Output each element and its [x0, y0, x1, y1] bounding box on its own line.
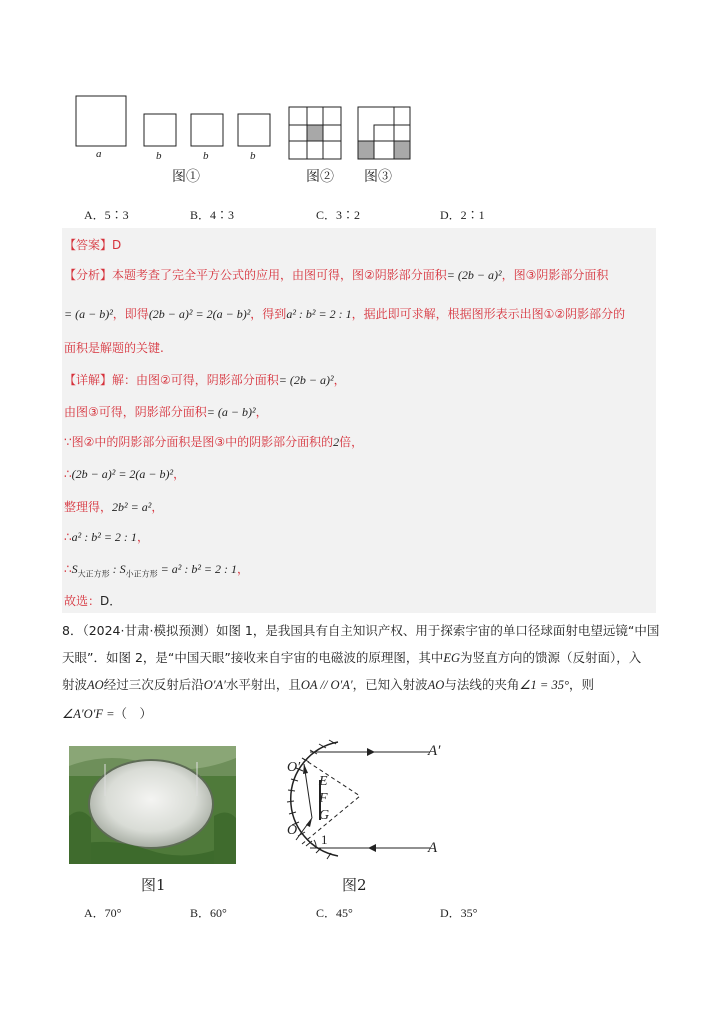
answer-line: 【答案】D [64, 238, 122, 252]
analysis-text-2a: ，即得 [112, 307, 149, 321]
label-o: O [287, 823, 298, 838]
label-a-prime: A′ [428, 743, 441, 759]
caption-q8-fig2: 图2 [342, 876, 367, 894]
q8-text-3f: ，则 [568, 677, 594, 692]
detail-text-5: 整理得， [64, 500, 113, 514]
detail-math-5: 2b² = a² [112, 500, 152, 514]
detail-line-3 [64, 433, 363, 450]
detail-line-4 [64, 465, 185, 482]
figure-3 [358, 107, 410, 159]
q7-option-d[interactable]: D．2∶1 [440, 208, 485, 222]
caption-fig3: 图③ [364, 169, 392, 185]
caption-fig2: 图② [306, 169, 334, 185]
q8-math-ao-2: AO [427, 678, 445, 692]
analysis-text-2b: ，得到 [250, 307, 287, 321]
caption-fig1: 图① [172, 169, 200, 185]
analysis-line-3: 面积是解题的关键. [64, 341, 164, 355]
square-b-1 [144, 114, 176, 146]
analysis-text-1a: 【分析】本题考查了完全平方公式的应用，由图可得，图②阴影部分面积 [64, 268, 447, 282]
q8-math-parallel: OA // O′A′ [300, 678, 353, 692]
analysis-line-1 [64, 266, 608, 283]
detail-text-3a: ∵图②中的阴影部分面积是图③中的阴影部分面积的 [64, 435, 334, 449]
label-a: a [96, 148, 102, 160]
analysis-text-2c: ，据此即可求解，根据图形表示出图①②阴影部分的 [351, 307, 626, 321]
detail-line-5 [64, 498, 163, 515]
analysis-math-2a: = (a − b)² [64, 307, 113, 321]
q8-option-b[interactable]: B．60° [190, 906, 227, 920]
detail-line-7 [64, 560, 249, 579]
detail-math-2: = (a − b)² [206, 405, 256, 419]
label-angle-1: 1 [321, 832, 328, 847]
detail-end-5: ， [151, 500, 164, 514]
fast-telescope-photo [69, 746, 236, 864]
therefore-symbol-7: ∴ [64, 562, 72, 576]
analysis-math-1: = (2b − a)² [446, 268, 502, 282]
detail-math-3: 2 [333, 435, 340, 449]
detail-math-1: = (2b − a)² [278, 373, 334, 387]
q8-text-3a: 射波 [62, 677, 88, 692]
analysis-line-2 [64, 305, 625, 322]
detail-math-7: = a² : b² = 2 : 1 [157, 562, 238, 576]
q7-option-b[interactable]: B．4∶3 [190, 208, 235, 222]
q8-text-3d: ，已知入射波 [352, 677, 428, 692]
label-e: E [319, 774, 328, 789]
label-b-1: b [156, 150, 162, 162]
q8-option-a[interactable]: A．70° [84, 906, 122, 920]
q8-math-question-angle: ∠A′O′F = [62, 707, 115, 721]
q8-text-2a: 天眼”．如图 2，是“中国天眼”接收来自宇宙的电磁波的原理图，其中 [62, 650, 444, 665]
detail-end-7: ， [237, 562, 250, 576]
q8-text-3c: 水平射出，且 [225, 677, 301, 692]
figure-2 [289, 107, 341, 159]
detail-math-6: a² : b² = 2 : 1 [71, 530, 137, 544]
q8-blank: （ ） [114, 706, 153, 721]
final-text: 故选： [64, 594, 101, 608]
q7-option-c[interactable]: C．3∶2 [316, 208, 361, 222]
detail-line-6 [64, 528, 149, 545]
square-b-2 [191, 114, 223, 146]
final-choice: D [100, 594, 110, 608]
caption-q8-fig1: 图1 [141, 876, 166, 894]
q7-option-a[interactable]: A．5∶3 [84, 208, 129, 222]
q8-text-3e: 与法线的夹角 [444, 677, 520, 692]
detail-end-6: ， [136, 530, 149, 544]
answer-panel [62, 228, 656, 613]
q8-option-c[interactable]: C．45° [316, 906, 353, 920]
q8-text-2b: 为竖直方向的馈源（反射面），入 [460, 650, 642, 665]
label-a-point: A [428, 840, 438, 856]
q8-math-angle1: ∠1 = 35° [519, 678, 569, 692]
detail-end-1: ， [333, 373, 346, 387]
label-b-2: b [203, 150, 209, 162]
therefore-symbol-4: ∴ [64, 467, 72, 481]
q8-line-2 [62, 644, 641, 672]
analysis-math-2c: a² : b² = 2 : 1 [286, 307, 352, 321]
detail-line-1 [64, 371, 346, 388]
q8-math-oa-prime: O′A′ [203, 678, 226, 692]
square-b-3 [238, 114, 270, 146]
q8-math-eg: EG [443, 651, 461, 665]
therefore-symbol-6: ∴ [64, 530, 72, 544]
label-o-prime: O′ [287, 760, 301, 775]
square-a [76, 96, 126, 146]
subscript-big-square: 大正方形 [77, 569, 110, 579]
q8-line-3 [62, 671, 594, 699]
analysis-text-1b: ，图③阴影部分面积 [501, 268, 609, 282]
final-end: ． [109, 594, 122, 608]
detail-end-2: ， [255, 405, 268, 419]
analysis-math-2b: (2b − a)² = 2(a − b)² [148, 307, 251, 321]
final-answer-line [64, 592, 121, 609]
detail-text-2: 由图③可得，阴影部分面积 [64, 405, 207, 419]
subscript-small-square: 小正方形 [125, 569, 158, 579]
label-g: G [319, 808, 330, 823]
detail-text-1: 【详解】解：由图②可得，阴影部分面积 [64, 373, 279, 387]
q8-text-3b: 经过三次反射后沿 [103, 677, 204, 692]
q8-line-1: 8．（2024·甘肃·模拟预测）如图 1，是我国具有自主知识产权、用于探索宇宙的单口径球面射电望远镜“中国 [62, 623, 660, 638]
label-b-3: b [250, 150, 256, 162]
detail-math-4: (2b − a)² = 2(a − b)² [71, 467, 174, 481]
q8-line-4 [62, 700, 152, 728]
detail-line-2 [64, 403, 268, 420]
square-figures [0, 0, 720, 200]
q8-option-d[interactable]: D．35° [440, 906, 478, 920]
area-symbol-s2: : S [109, 562, 126, 576]
detail-text-3b: 倍， [339, 435, 364, 449]
detail-end-4: ， [173, 467, 186, 481]
area-symbol-s1: S [71, 562, 78, 576]
label-f: F [319, 791, 328, 806]
q8-math-ao: AO [87, 678, 104, 692]
